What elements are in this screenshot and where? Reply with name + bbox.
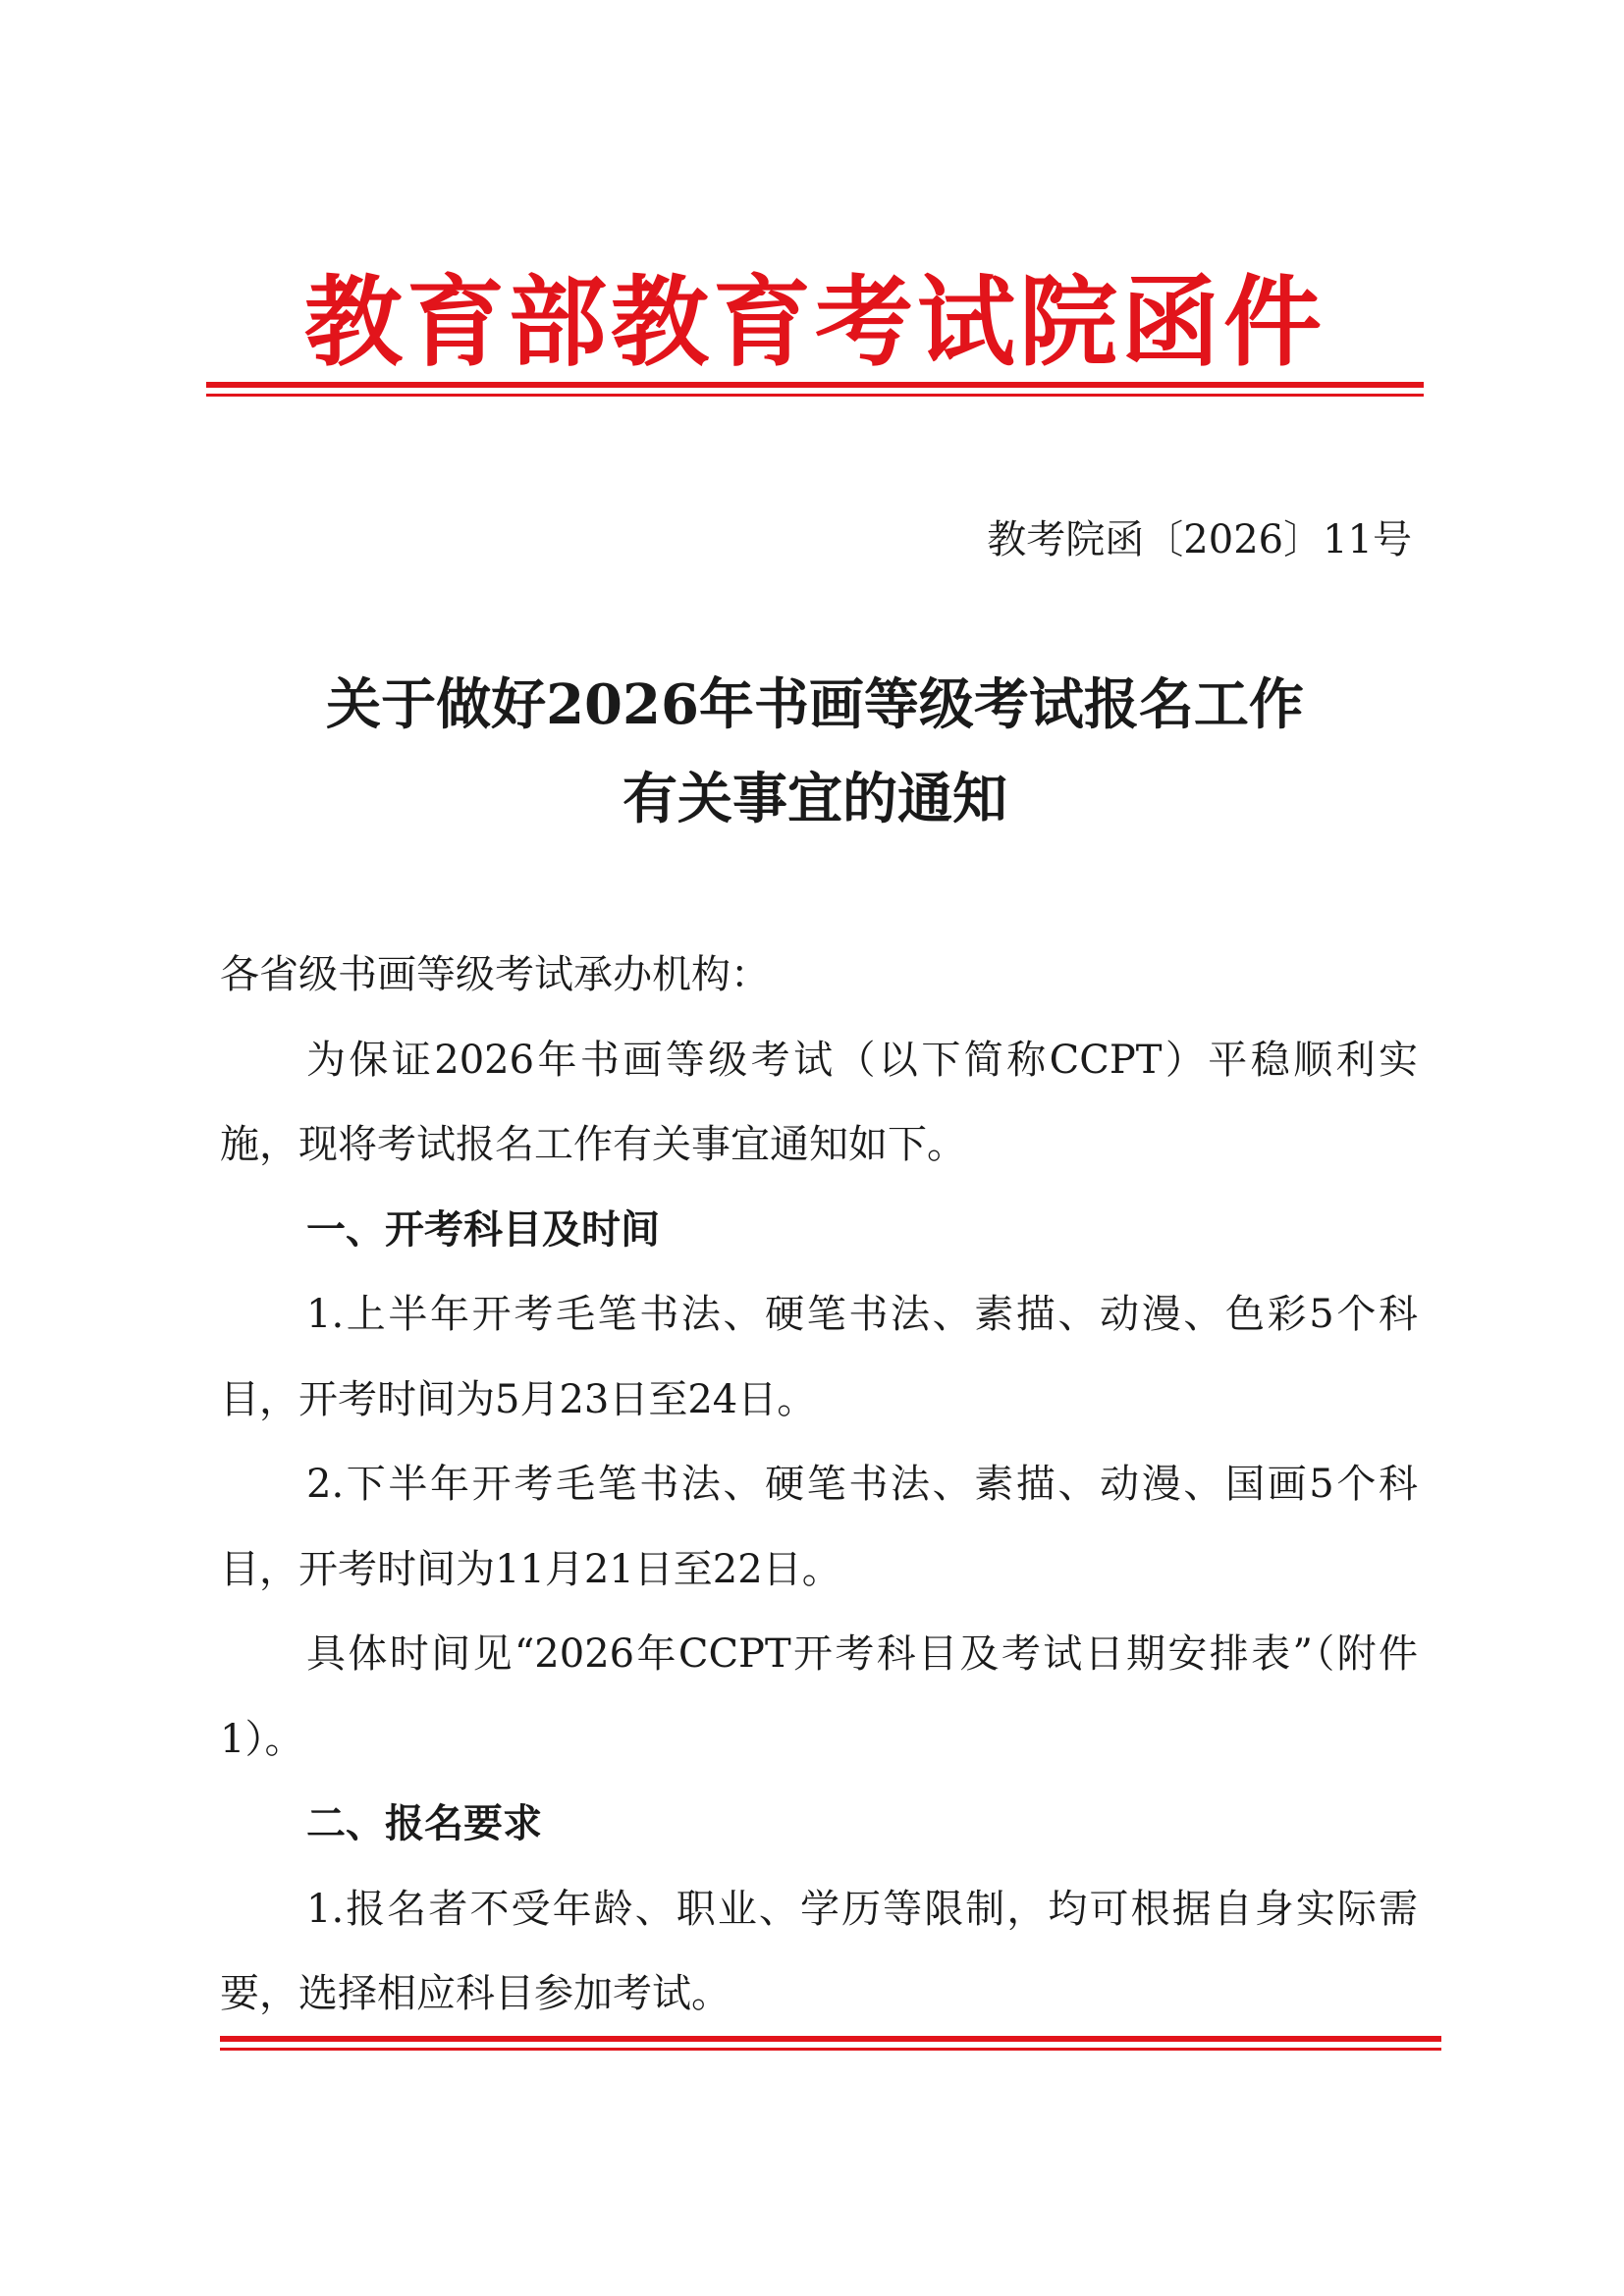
masthead-rule-thin	[206, 394, 1424, 397]
section-2-item-1: 1.报名者不受年龄、职业、学历等限制，均可根据自身实际需要，选择相应科目参加考试。	[220, 1886, 1418, 2016]
section-1-item-2: 2.下半年开考毛笔书法、硬笔书法、素描、动漫、国画5个科目，开考时间为11月21日至22日。	[220, 1462, 1418, 1592]
notice-body	[220, 933, 1418, 2037]
notice-title-line-1: 关于做好2026年书画等级考试报名工作	[326, 672, 1304, 737]
section-2-heading: 二、报名要求	[306, 1801, 542, 1846]
salutation: 各省级书画等级考试承办机构：	[220, 952, 770, 997]
document-number: 教考院函〔2026〕11号	[987, 517, 1412, 562]
masthead-rule-thick	[206, 382, 1424, 388]
intro-paragraph: 为保证2026年书画等级考试（以下简称CCPT）平稳顺利实施，现将考试报名工作有关事宜通知如下。	[220, 1037, 1418, 1167]
section-1-heading: 一、开考科目及时间	[306, 1206, 660, 1253]
section-1-item-1: 1.上半年开考毛笔书法、硬笔书法、素描、动漫、色彩5个科目，开考时间为5月23日至24日。	[220, 1292, 1418, 1422]
masthead-title: 教育部教育考试院函件	[304, 264, 1326, 380]
notice-title-line-2: 有关事宜的通知	[623, 767, 1007, 831]
footer-rule-thin	[220, 2048, 1441, 2051]
section-1-note: 具体时间见“2026年CCPT开考科目及考试日期安排表”（附件1）。	[220, 1631, 1418, 1762]
footer-rule-thick	[220, 2036, 1441, 2042]
notice-title	[206, 658, 1424, 846]
